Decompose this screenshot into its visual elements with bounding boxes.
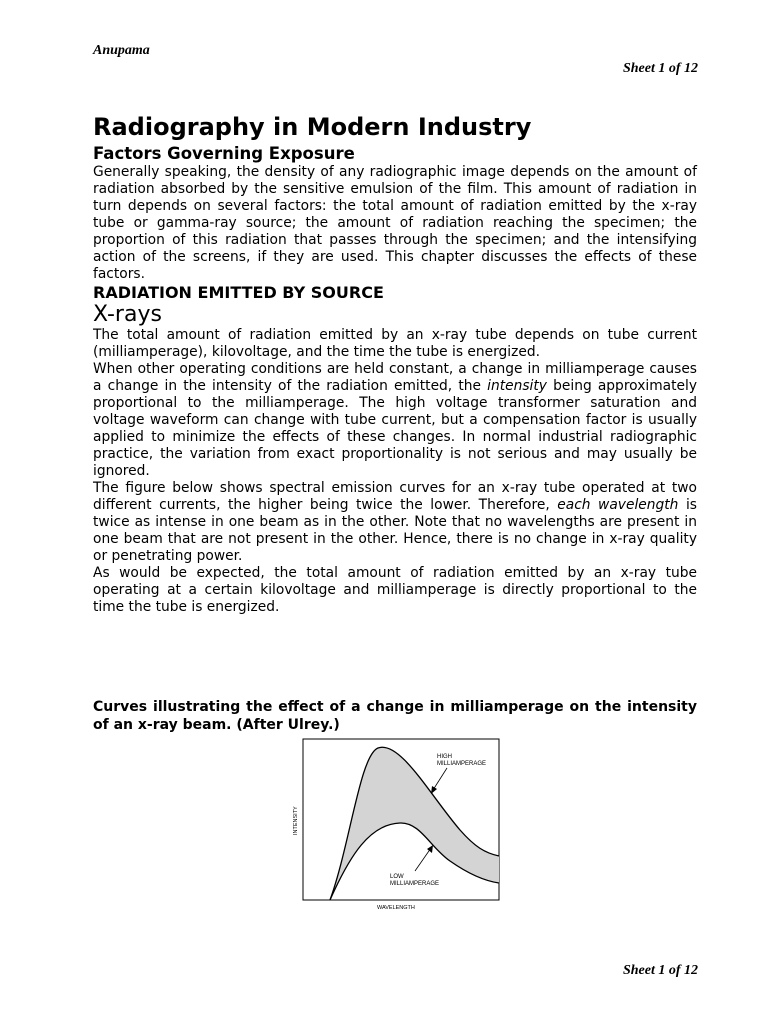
high-label-line2: MILLIAMPERAGE <box>437 761 487 767</box>
header-author: Anupama <box>93 43 150 58</box>
high-arrowhead <box>431 786 437 794</box>
page-title: Radiography in Modern Industry <box>93 113 532 141</box>
emphasis-text: intensity <box>487 378 547 394</box>
low-label-arrow <box>415 848 431 871</box>
intro-paragraph: Generally speaking, the density of any radiographic image depends on the amount of radiation absorbed by the sensitive emulsion of the film. This amount of radiation in turn depends on several factors: the total amount of radiation emitted by the x-ray tube or gamma-ray source; the amount of radiation reaching the specimen; the proportion of this radiation that passes through the specimen; and the intensifying action of the screens, if they are used. This chapter discusses the effects of these factors. <box>93 164 697 282</box>
paragraph-text: When other operating conditions are held constant, a change in milliamperage causes a change in the intensity of the radiation emitted, the <box>93 361 697 394</box>
section-heading: Factors Governing Exposure <box>93 144 355 163</box>
paragraph-milliamperage <box>93 361 697 480</box>
footer-sheet-number: Sheet 1 of 12 <box>622 963 698 978</box>
high-label-arrow <box>433 768 447 790</box>
intensity-difference-band <box>330 747 499 900</box>
header-sheet-number: Sheet 1 of 12 <box>622 61 698 76</box>
paragraph-exposure-time: As would be expected, the total amount of radiation emitted by an x-ray tube operating at a certain kilovoltage and milliamperage is directly proportional to the time the tube is energized. <box>93 565 697 615</box>
figure-caption: Curves illustrating the effect of a change in milliamperage on the intensity of an x-ray beam. (After Ulrey.) <box>93 699 697 733</box>
paragraph-text: The figure below shows spectral emission curves for an x-ray tube operated at two different currents, the higher being twice the lower. Therefore, <box>93 480 697 513</box>
paragraph-spectral-curves <box>93 480 697 565</box>
emission-curves-figure <box>280 735 510 915</box>
low-label-line2: MILLIAMPERAGE <box>390 881 440 887</box>
x-axis-label: WAVELENGTH <box>377 905 415 911</box>
subsection-heading: RADIATION EMITTED BY SOURCE <box>93 283 384 302</box>
high-label-line1: HIGH <box>437 754 452 760</box>
paragraph-tube-factors: The total amount of radiation emitted by an x-ray tube depends on tube current (milliamperage), kilovoltage, and the time the tube is energized. <box>93 327 697 360</box>
xrays-heading: X-rays <box>93 302 162 327</box>
document-body <box>93 111 697 616</box>
y-axis-label: INTENSITY <box>293 806 299 835</box>
low-label-line1: LOW <box>390 874 404 880</box>
paragraph-text: is twice as intense in one beam as in the other. Note that no wavelengths are present in one beam that are not present in the other. Hence, there is no change in x-ray quality or penetrating power. <box>93 497 697 564</box>
paragraph-text: being approximately proportional to the milliamperage. The high voltage transformer saturation and voltage waveform can change with tube current, but a compensation factor is usually applied to minimize the effects of these changes. In normal industrial radiographic practice, the variation from exact proportionality is not serious and may usually be ignored. <box>93 378 697 479</box>
emphasis-text: each wavelength <box>557 497 679 513</box>
